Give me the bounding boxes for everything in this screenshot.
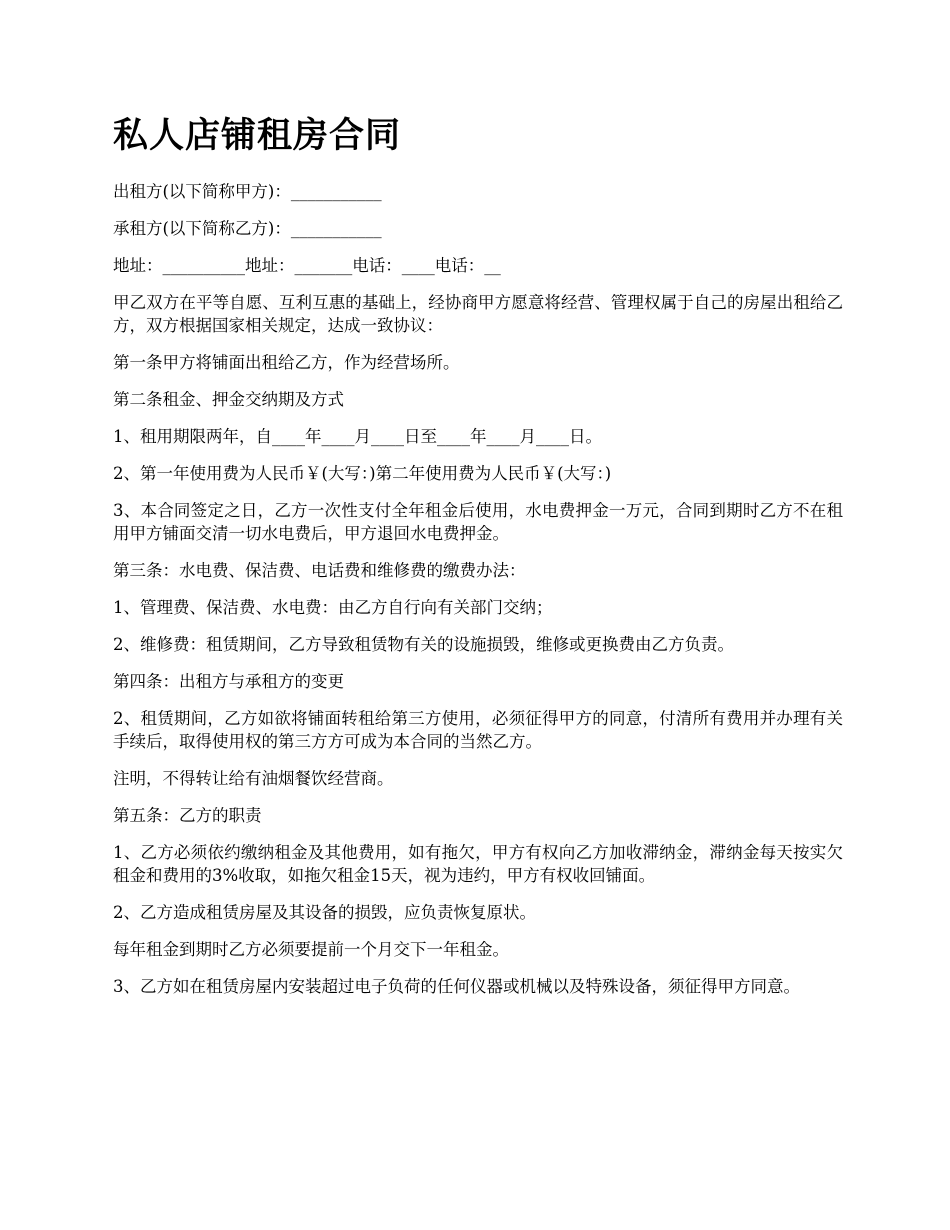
paragraph-article-5-item-2: 2、乙方造成租赁房屋及其设备的损毁，应负责恢复原状。 <box>113 903 536 922</box>
document-title: 私人店铺租房合同 <box>113 115 402 156</box>
paragraph-article-4-heading: 第四条：出租方与承租方的变更 <box>113 672 344 691</box>
paragraph-article-4-note: 注明，不得转让给有油烟餐饮经营商。 <box>113 769 394 788</box>
paragraph-article-5-item-1: 1、乙方必须依约缴纳租金及其他费用，如有拖欠，甲方有权向乙方加收滞纳金，滞纳金每天按实欠租金和费用的3%收取，如拖欠租金15天，视为违约，甲方有权收回铺面。 <box>113 843 843 885</box>
paragraph-article-5-item-3: 3、乙方如在租赁房屋内安装超过电子负荷的任何仪器或机械以及特殊设备，须征得甲方同意。 <box>113 977 800 996</box>
paragraph-article-5-heading: 第五条：乙方的职责 <box>113 806 262 825</box>
paragraph-preamble: 甲乙双方在平等自愿、互利互惠的基础上，经协商甲方愿意将经营、管理权属于自己的房屋出租给乙方，双方根据国家相关规定，达成一致协议： <box>113 293 843 335</box>
paragraph-article-4-item-2: 2、租赁期间，乙方如欲将铺面转租给第三方使用，必须征得甲方的同意，付清所有费用并办理有关手续后，取得使用权的第三方方可成为本合同的当然乙方。 <box>113 709 843 751</box>
paragraph-article-5-note: 每年租金到期时乙方必须要提前一个月交下一年租金。 <box>113 940 509 959</box>
paragraph-article-1: 第一条甲方将铺面出租给乙方，作为经营场所。 <box>113 353 460 372</box>
paragraph-article-2-item-2: 2、第一年使用费为人民币￥(大写：)第二年使用费为人民币￥(大写：) <box>113 464 612 483</box>
paragraph-article-3-item-2: 2、维修费：租赁期间，乙方导致租赁物有关的设施损毁，维修或更换费由乙方负责。 <box>113 635 734 654</box>
paragraph-article-3-heading: 第三条：水电费、保洁费、电话费和维修费的缴费办法： <box>113 561 526 580</box>
paragraph-article-2-item-1: 1、租用期限两年，自____年____月____日至____年____月____日。 <box>113 427 602 446</box>
paragraph-article-2-item-3: 3、本合同签定之日，乙方一次性支付全年租金后使用，水电费押金一万元，合同到期时乙方不在租用甲方铺面交清一切水电费后，甲方退回水电费押金。 <box>113 501 843 543</box>
paragraph-article-2-heading: 第二条租金、押金交纳期及方式 <box>113 390 344 409</box>
paragraph-address-phone: 地址：__________地址：_______电话：____电话：__ <box>113 256 501 275</box>
paragraph-lessor: 出租方(以下简称甲方)：___________ <box>113 182 382 201</box>
paragraph-article-3-item-1: 1、管理费、保洁费、水电费：由乙方自行向有关部门交纳； <box>113 598 553 617</box>
document-page <box>113 112 843 1012</box>
paragraph-lessee: 承租方(以下简称乙方)：___________ <box>113 219 382 238</box>
